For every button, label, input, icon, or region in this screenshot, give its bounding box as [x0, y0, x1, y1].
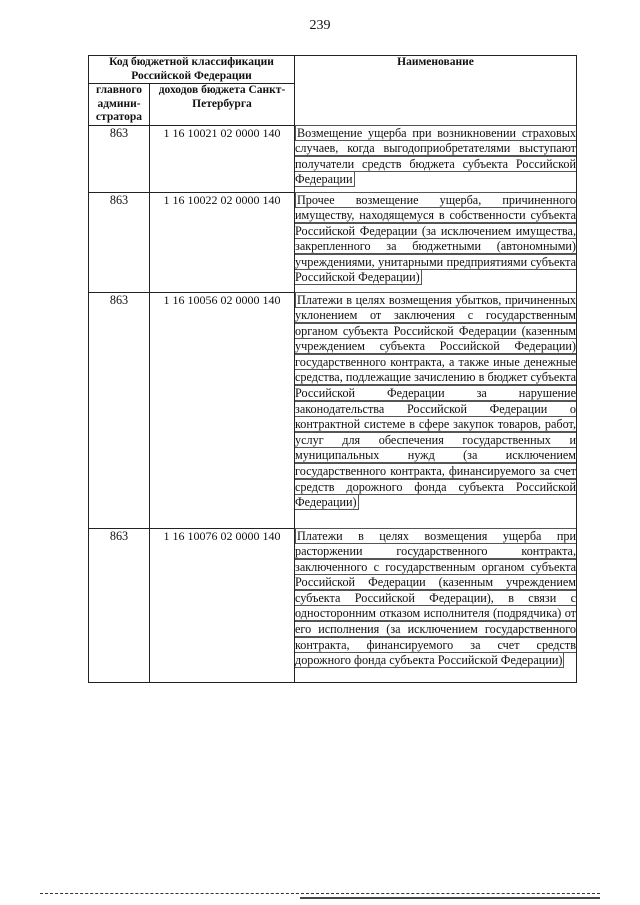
budget-classification-table [88, 55, 577, 683]
description-cell [295, 125, 577, 192]
admin-code-cell: 863 [89, 292, 150, 528]
admin-code-cell: 863 [89, 528, 150, 682]
description-text: Возмещение ущерба при возникновении страховых случаев, когда выгодоприобретателями выступают получатели средств бюджета субъекта Российской Федерации [295, 125, 576, 187]
page-number: 239 [309, 18, 331, 33]
description-cell [295, 192, 577, 292]
description-text: Платежи в целях возмещения убытков, причиненных уклонением от заключения с государственным органом субъекта Российской Федерации (казенным учреждением субъекта Российской Федерации) государственного контракта, а также иные денежные средства, подлежащие зачислению в бюджет субъекта Российской Федерации за нарушение законодательства Российской Федерации о контрактной системе в сфере закупок товаров, работ, услуг для обеспечения государственных и муниципальных нужд (за исключением государственного контракта, финансируемого за счет средств дорожного фонда субъекта Российской Федерации) [295, 292, 576, 510]
table-row [89, 125, 577, 192]
table-header-row [89, 56, 577, 84]
income-code-cell: 1 16 10056 02 0000 140 [150, 292, 295, 528]
header-chief-administrator: главного админи-стратора [89, 84, 150, 126]
table-row [89, 292, 577, 528]
header-budget-classification-code: Код бюджетной классификации Российской Федерации [89, 56, 295, 84]
description-cell [295, 528, 577, 682]
description-text: Платежи в целях возмещения ущерба при расторжении государственного контракта, заключенного с государственным органом субъекта Российской Федерации (казенным учреждением субъекта Российской Федерации), в связи с односторонним отказом исполнителя (подрядчика) от его исполнения (за исключением государственного контракта, финансируемого за счет средств дорожного фонда субъекта Российской Федерации) [295, 528, 576, 668]
table-row [89, 528, 577, 682]
table-row [89, 192, 577, 292]
header-name: Наименование [295, 56, 577, 126]
admin-code-cell: 863 [89, 125, 150, 192]
header-budget-income: доходов бюджета Санкт-Петербурга [150, 84, 295, 126]
admin-code-cell: 863 [89, 192, 150, 292]
scan-edge-line [300, 897, 600, 899]
income-code-cell: 1 16 10021 02 0000 140 [150, 125, 295, 192]
scan-edge-line [40, 893, 600, 894]
description-text: Прочее возмещение ущерба, причиненного имуществу, находящемуся в собственности субъекта Российской Федерации (за исключением имущества, закрепленного за бюджетными (автономными) учреждениями, унитарными предприятиями субъекта Российской Федерации) [295, 192, 576, 285]
income-code-cell: 1 16 10022 02 0000 140 [150, 192, 295, 292]
description-cell [295, 292, 577, 528]
income-code-cell: 1 16 10076 02 0000 140 [150, 528, 295, 682]
